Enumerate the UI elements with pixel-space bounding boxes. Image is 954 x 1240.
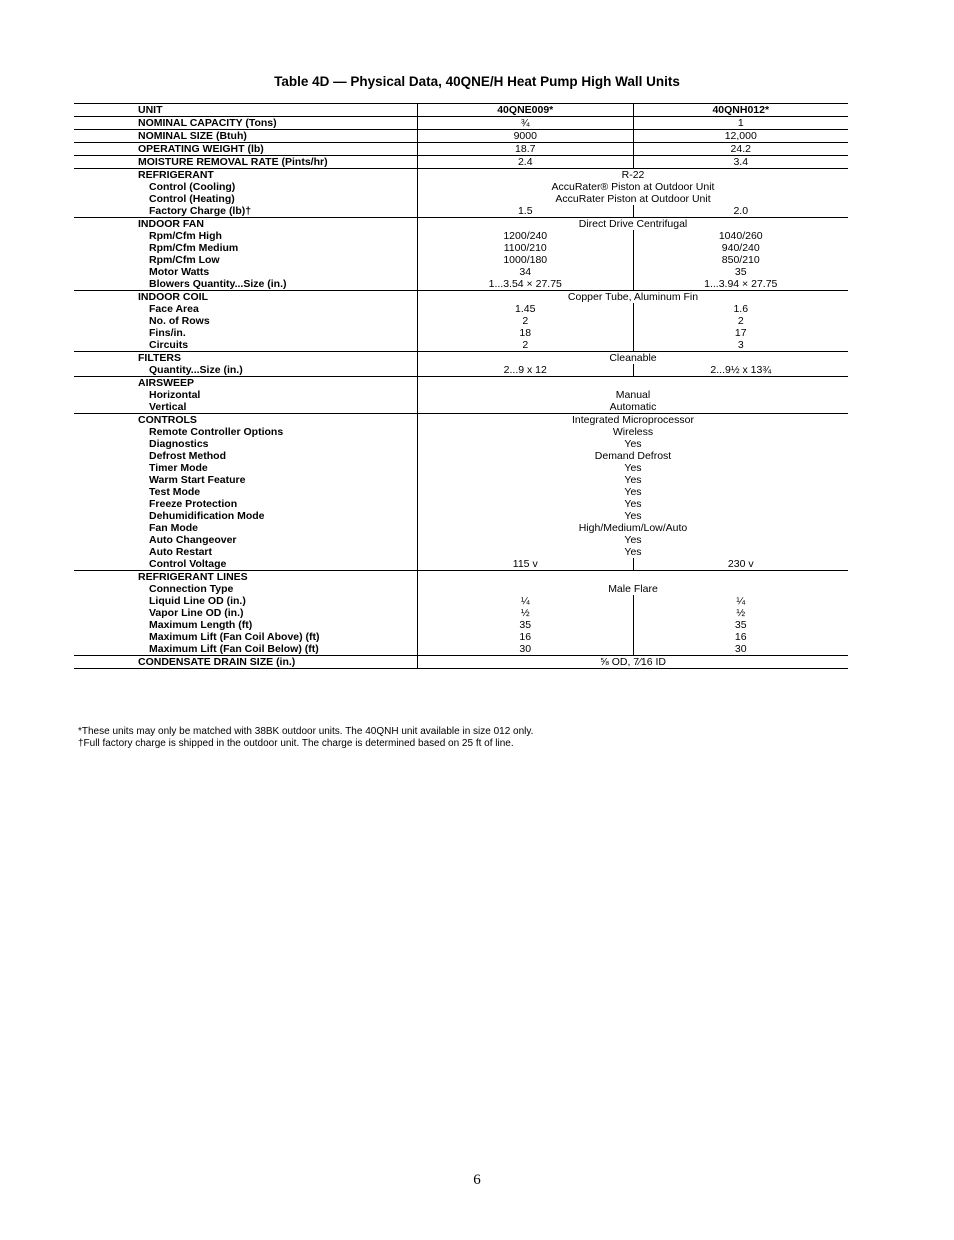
row-label: Defrost Method: [149, 450, 226, 462]
cell-value: AccuRater Piston at Outdoor Unit: [555, 193, 711, 205]
indoor-fan-section: [74, 218, 848, 291]
cell-value: 3.4: [733, 156, 749, 168]
row-label: NOMINAL SIZE (Btuh): [74, 130, 418, 142]
cell-value: 1.5: [418, 205, 634, 217]
cell-value: High/Medium/Low/Auto: [578, 522, 688, 534]
cell-value: Yes: [624, 498, 642, 510]
cell-value: Yes: [624, 474, 642, 486]
section-label: INDOOR FAN: [138, 218, 204, 230]
row-label: Warm Start Feature: [149, 474, 246, 486]
row-label: No. of Rows: [149, 315, 210, 327]
section-label: AIRSWEEP: [138, 377, 195, 389]
cell-value: 2.0: [733, 205, 749, 217]
row-label: OPERATING WEIGHT (lb): [74, 143, 418, 155]
cell-value: Integrated Microprocessor: [572, 414, 694, 426]
cell-value: 1040/260: [718, 230, 763, 242]
cell-value: 115 v: [418, 558, 634, 570]
row-label: Auto Changeover: [149, 534, 237, 546]
row-label: Face Area: [149, 303, 199, 315]
row-label: Test Mode: [149, 486, 201, 498]
cell-value: 1100/210: [418, 242, 634, 254]
cell-value: AccuRater® Piston at Outdoor Unit: [551, 181, 715, 193]
cell-value: Manual: [615, 389, 651, 401]
cell-value: 1: [737, 117, 744, 129]
header-col-40qne009: 40QNE009*: [418, 104, 634, 116]
row-label: Vertical: [149, 401, 187, 413]
cell-value: Yes: [624, 486, 642, 498]
cell-value: 1.6: [733, 303, 749, 315]
row-label: NOMINAL CAPACITY (Tons): [74, 117, 418, 129]
cell-value: 850/210: [721, 254, 760, 266]
row-label: Quantity...Size (in.): [149, 364, 243, 376]
section-label: REFRIGERANT LINES: [138, 571, 248, 583]
cell-value: ½: [418, 607, 634, 619]
table-row: [74, 130, 848, 143]
row-label: Circuits: [149, 339, 189, 351]
cell-value: 3: [737, 339, 744, 351]
row-label: Control (Cooling): [149, 181, 236, 193]
cell-value: Cleanable: [609, 352, 657, 364]
cell-value: ¼: [736, 595, 746, 607]
row-label: Control Voltage: [149, 558, 227, 570]
cell-value: 2...9½ x 13¾: [710, 364, 772, 376]
refrigerant-section: [74, 169, 848, 218]
section-label: INDOOR COIL: [138, 291, 208, 303]
table-row: [74, 156, 848, 169]
row-label: Diagnostics: [149, 438, 209, 450]
cell-value: Yes: [624, 462, 642, 474]
cell-value: ½: [736, 607, 746, 619]
header-unit-label: UNIT: [74, 104, 418, 116]
row-label: Connection Type: [149, 583, 234, 595]
cell-value: 2: [418, 339, 634, 351]
table-row: [74, 656, 848, 668]
row-label: Rpm/Cfm Medium: [149, 242, 239, 254]
cell-value: 16: [734, 631, 747, 643]
row-label: Factory Charge (lb)†: [149, 205, 252, 217]
table-title: Table 4D — Physical Data, 40QNE/H Heat Pump High Wall Units: [274, 74, 680, 89]
cell-value: 30: [734, 643, 747, 655]
row-label: Auto Restart: [149, 546, 213, 558]
cell-value: 35: [734, 619, 747, 631]
cell-value: Automatic: [609, 401, 657, 413]
row-label: Fan Mode: [149, 522, 198, 534]
row-label: Remote Controller Options: [149, 426, 284, 438]
row-label: CONDENSATE DRAIN SIZE (in.): [74, 656, 418, 668]
section-label: REFRIGERANT: [138, 169, 214, 181]
table-row: [74, 117, 848, 130]
cell-value: 16: [418, 631, 634, 643]
footnote: *These units may only be matched with 38BK outdoor units. The 40QNH unit available in size 012 only.: [78, 726, 534, 737]
controls-section: [74, 414, 848, 571]
cell-value: ¼: [418, 595, 634, 607]
cell-value: Yes: [624, 510, 642, 522]
row-label: Vapor Line OD (in.): [149, 607, 244, 619]
cell-value: 940/240: [721, 242, 760, 254]
table-header-row: [74, 104, 848, 117]
row-label: Rpm/Cfm High: [149, 230, 222, 242]
cell-value: 12,000: [724, 130, 757, 142]
cell-value: 2...9 x 12: [418, 364, 634, 376]
cell-value: 2: [737, 315, 744, 327]
section-label: FILTERS: [138, 352, 181, 364]
cell-value: 9000: [418, 130, 634, 142]
row-label: Timer Mode: [149, 462, 208, 474]
row-label: Maximum Lift (Fan Coil Below) (ft): [149, 643, 319, 655]
cell-value: 2: [418, 315, 634, 327]
page-number: 6: [473, 1172, 481, 1188]
cell-value: Yes: [624, 546, 642, 558]
row-label: Rpm/Cfm Low: [149, 254, 220, 266]
cell-value: Copper Tube, Aluminum Fin: [567, 291, 699, 303]
cell-value: Demand Defrost: [594, 450, 672, 462]
cell-value: 1.45: [418, 303, 634, 315]
indoor-coil-section: [74, 291, 848, 352]
physical-data-table: [74, 103, 848, 669]
section-label: CONTROLS: [138, 414, 197, 426]
row-label: Motor Watts: [149, 266, 210, 278]
cell-value: 1...3.94 × 27.75: [704, 278, 778, 290]
row-label: Freeze Protection: [149, 498, 238, 510]
cell-value: 24.2: [730, 143, 751, 155]
footnote: †Full factory charge is shipped in the outdoor unit. The charge is determined based on 25 ft of line.: [78, 737, 514, 749]
footnotes: [78, 726, 533, 749]
cell-value: 230 v: [727, 558, 754, 570]
cell-value: Male Flare: [608, 583, 658, 595]
cell-value: Direct Drive Centrifugal: [578, 218, 688, 230]
row-label: Maximum Length (ft): [149, 619, 253, 631]
cell-value: 1000/180: [418, 254, 634, 266]
cell-value: ⅝ OD, 7⁄16 ID: [600, 656, 666, 668]
cell-value: 2.4: [418, 156, 634, 168]
header-col-40qnh012: 40QNH012*: [712, 104, 770, 116]
row-label: Horizontal: [149, 389, 201, 401]
row-label: Dehumidification Mode: [149, 510, 265, 522]
row-label: Fins/in.: [149, 327, 186, 339]
cell-value: 30: [418, 643, 634, 655]
cell-value: Yes: [624, 534, 642, 546]
airsweep-section: [74, 377, 848, 414]
refrigerant-lines-section: [74, 571, 848, 656]
cell-value: 35: [734, 266, 747, 278]
row-label: Control (Heating): [149, 193, 235, 205]
cell-value: Wireless: [612, 426, 654, 438]
cell-value: 18.7: [418, 143, 634, 155]
cell-value: R-22: [621, 169, 645, 181]
row-label: Blowers Quantity...Size (in.): [149, 278, 287, 290]
cell-value: ¾: [418, 117, 634, 129]
row-label: MOISTURE REMOVAL RATE (Pints/hr): [74, 156, 418, 168]
cell-value: Yes: [624, 438, 642, 450]
cell-value: 18: [418, 327, 634, 339]
row-label: Maximum Lift (Fan Coil Above) (ft): [149, 631, 320, 643]
cell-value: 34: [418, 266, 634, 278]
table-row: [74, 143, 848, 156]
cell-value: 1200/240: [418, 230, 634, 242]
filters-section: [74, 352, 848, 377]
cell-value: 17: [734, 327, 747, 339]
cell-value: 1...3.54 × 27.75: [418, 278, 634, 290]
cell-value: 35: [418, 619, 634, 631]
row-label: Liquid Line OD (in.): [149, 595, 246, 607]
